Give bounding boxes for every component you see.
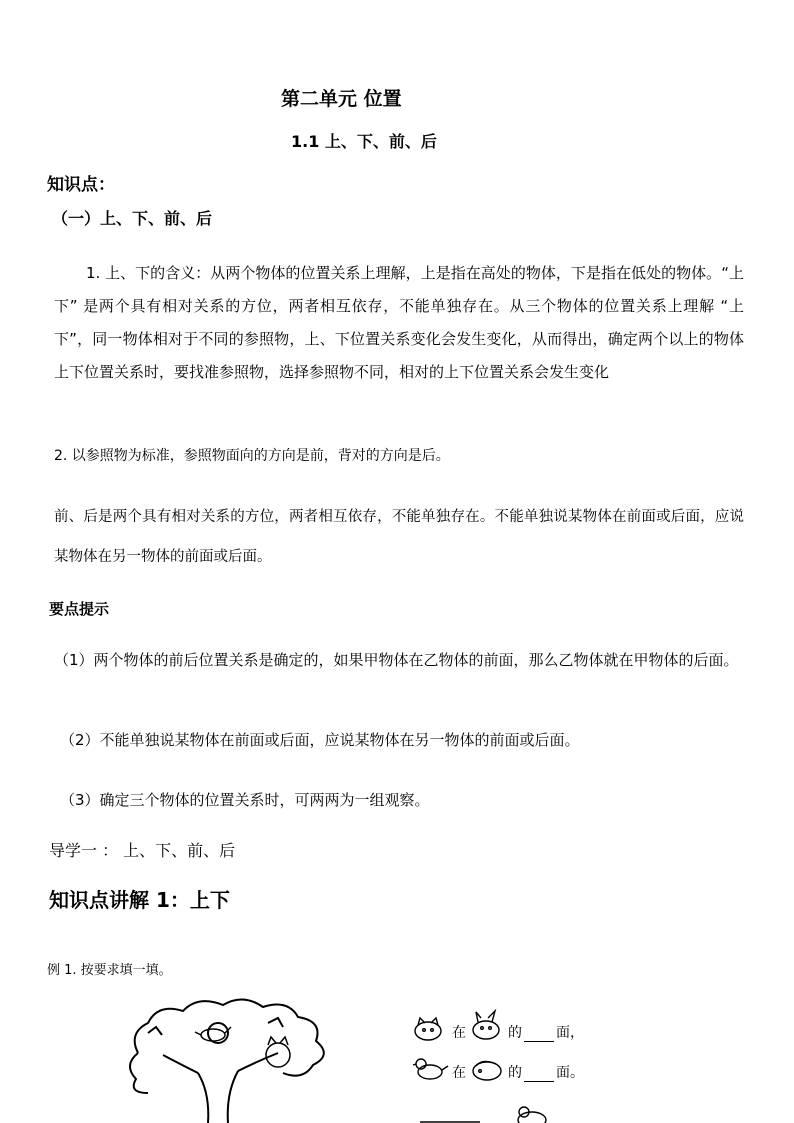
cat-icon — [412, 1016, 450, 1042]
fill-row-2: 在 的 面。 — [412, 1056, 584, 1082]
hedgehog-icon — [468, 1056, 506, 1082]
tip-1: （1）两个物体的前后位置关系是确定的，如果甲物体在乙物体的前面，那么乙物体就在甲物体的后面。 — [54, 651, 739, 669]
fill-row-1: 在 的 面， — [412, 1008, 584, 1042]
example-label: 例 1. 按要求填一填。 — [47, 963, 172, 978]
squirrel-icon — [468, 1008, 506, 1042]
tip-3: （3）确定三个物体的位置关系时，可两两为一组观察。 — [60, 791, 430, 809]
front-back-explanation: 前、后是两个具有相对关系的方位，两者相互依存，不能单独存在。不能单独说某物体在前面或后面，应说某物体在另一物体的前面或后面。 — [54, 509, 744, 565]
tree-illustration — [118, 993, 348, 1123]
bird-icon — [412, 1056, 450, 1082]
partial-row-3 — [412, 1100, 612, 1123]
section1-heading: （一）上、下、前、后 — [52, 209, 213, 228]
answer-blank[interactable] — [524, 1067, 554, 1082]
definition-front-back: 2. 以参照物为标准，参照物面向的方向是前，背对的方向是后。 — [54, 448, 450, 464]
page-title: 第二单元 位置 — [281, 88, 402, 110]
lesson-subtitle: 1.1 上、下、前、后 — [291, 132, 437, 151]
tips-heading: 要点提示 — [49, 600, 110, 618]
tip-2: （2）不能单独说某物体在前面或后面，应说某物体在另一物体的前面或后面。 — [60, 731, 580, 749]
cat-icon — [266, 1037, 290, 1067]
definition-up-down: 1. 上、下的含义：从两个物体的位置关系上理解，上是指在高处的物体，下是指在低处的物体。“上下” 是两个具有相对关系的方位，两者相互依存，不能单独存在。从三个物体的位置关系上理解 “上下”，同一物体相对于不同的参照物，上、下位置关系变化会发生变化，从而得出，确定两个以上的物体上下位置关系时，要找准参照物，选择参照物不同，相对的上下位置关系会发生变化 — [54, 264, 744, 381]
answer-blank[interactable] — [524, 1027, 554, 1042]
knowledge-heading: 知识点： — [47, 175, 115, 195]
lesson-heading: 知识点讲解 1：上下 — [49, 888, 230, 912]
guide-line: 导学一 ： 上、下、前、后 — [49, 841, 236, 860]
